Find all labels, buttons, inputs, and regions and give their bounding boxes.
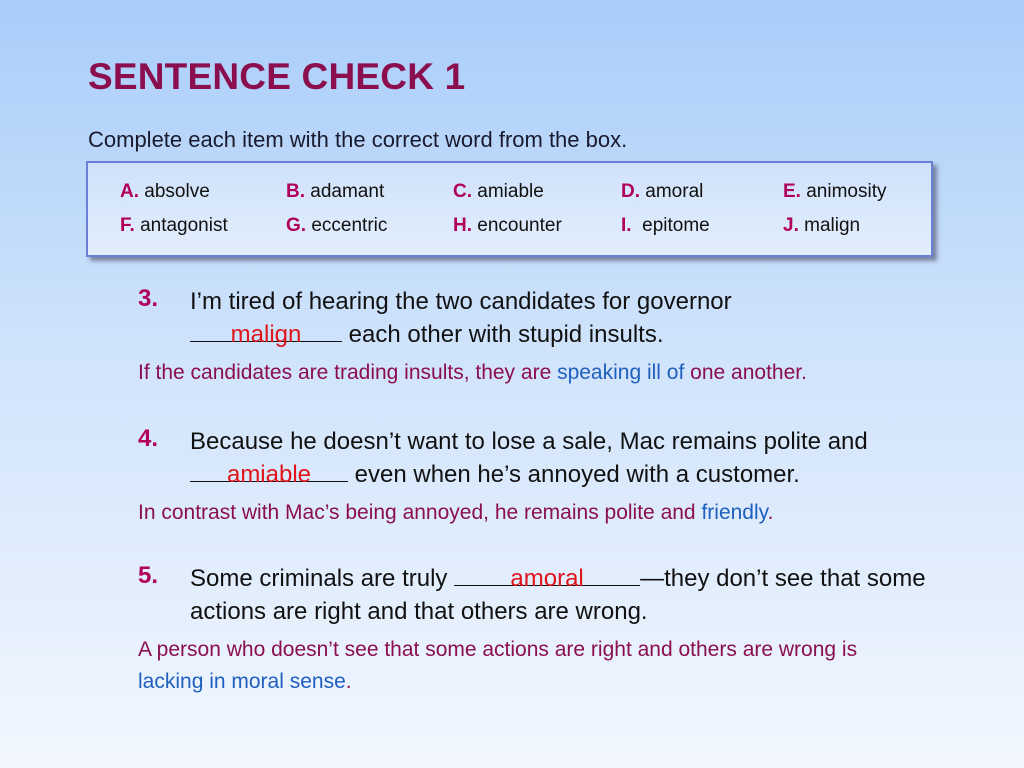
option-letter: B. — [286, 181, 305, 202]
explanation-text: . — [767, 501, 774, 524]
option-word: eccentric — [311, 215, 388, 236]
option-word: malign — [804, 215, 861, 236]
option-word: encounter — [477, 215, 562, 236]
question-sentence — [190, 285, 998, 351]
instructions: Complete each item with the correct word from the box. — [88, 127, 628, 152]
sentence-after: even when he’s annoyed with a customer. — [348, 461, 800, 488]
option-letter: J. — [783, 215, 799, 236]
word-option-f — [120, 215, 228, 237]
option-letter: H. — [453, 215, 472, 236]
answer-blank[interactable] — [454, 563, 640, 592]
explanation — [138, 357, 998, 389]
option-letter: F. — [120, 215, 135, 236]
option-word: antagonist — [140, 215, 228, 236]
option-word: epitome — [642, 215, 710, 236]
word-option-g — [286, 215, 387, 237]
word-option-j — [783, 215, 860, 237]
word-option-d — [621, 181, 703, 203]
option-letter: I. — [621, 215, 632, 236]
explanation-text: . — [345, 670, 352, 693]
sentence-after: —they don’t see that some actions are right and that others are wrong. — [190, 565, 926, 625]
word-option-i — [621, 215, 710, 237]
item-number: 3. — [138, 285, 159, 312]
word-option-h — [453, 215, 562, 237]
answer-text: malign — [230, 321, 302, 348]
option-letter: A. — [120, 181, 139, 202]
question-sentence — [190, 562, 970, 628]
answer-blank[interactable] — [190, 319, 342, 348]
explanation — [138, 497, 998, 529]
word-option-a — [120, 181, 210, 203]
sentence-before: I’m tired of hearing the two candidates for governor — [190, 288, 732, 315]
option-letter: G. — [286, 215, 307, 236]
question-item-4 — [138, 425, 998, 529]
option-word: adamant — [310, 181, 385, 202]
explanation-highlight: speaking ill of — [557, 361, 685, 384]
word-option-c — [453, 181, 544, 203]
explanation-highlight: lacking in moral sense — [138, 670, 346, 693]
option-word: absolve — [144, 181, 210, 202]
item-number: 5. — [138, 562, 159, 589]
explanation-text: If the candidates are trading insults, they are — [138, 361, 558, 384]
word-option-e — [783, 181, 886, 203]
word-option-b — [286, 181, 384, 203]
answer-text: amiable — [226, 461, 312, 488]
option-word: amiable — [477, 181, 544, 202]
answer-blank[interactable] — [190, 459, 348, 488]
explanation-highlight: friendly — [701, 501, 768, 524]
option-letter: D. — [621, 181, 640, 202]
sentence-before: Because he doesn’t want to lose a sale, Mac remains polite and — [190, 428, 868, 455]
question-item-3 — [138, 285, 998, 389]
option-word: animosity — [806, 181, 887, 202]
option-letter: E. — [783, 181, 801, 202]
explanation-text: In contrast with Mac’s being annoyed, he remains polite and — [138, 501, 702, 524]
page-title: SENTENCE CHECK 1 — [88, 56, 466, 97]
option-letter: C. — [453, 181, 472, 202]
option-word: amoral — [645, 181, 704, 202]
sentence-before: Some criminals are truly — [190, 565, 455, 592]
word-box — [86, 161, 933, 257]
explanation — [138, 634, 928, 698]
question-item-5 — [138, 562, 998, 698]
explanation-text: A person who doesn’t see that some actions are right and others are wrong is — [138, 638, 858, 661]
item-number: 4. — [138, 425, 159, 452]
explanation-text: one another. — [684, 361, 807, 384]
answer-text: amoral — [510, 565, 584, 592]
question-sentence — [190, 425, 950, 491]
sentence-after: each other with stupid insults. — [342, 321, 664, 348]
